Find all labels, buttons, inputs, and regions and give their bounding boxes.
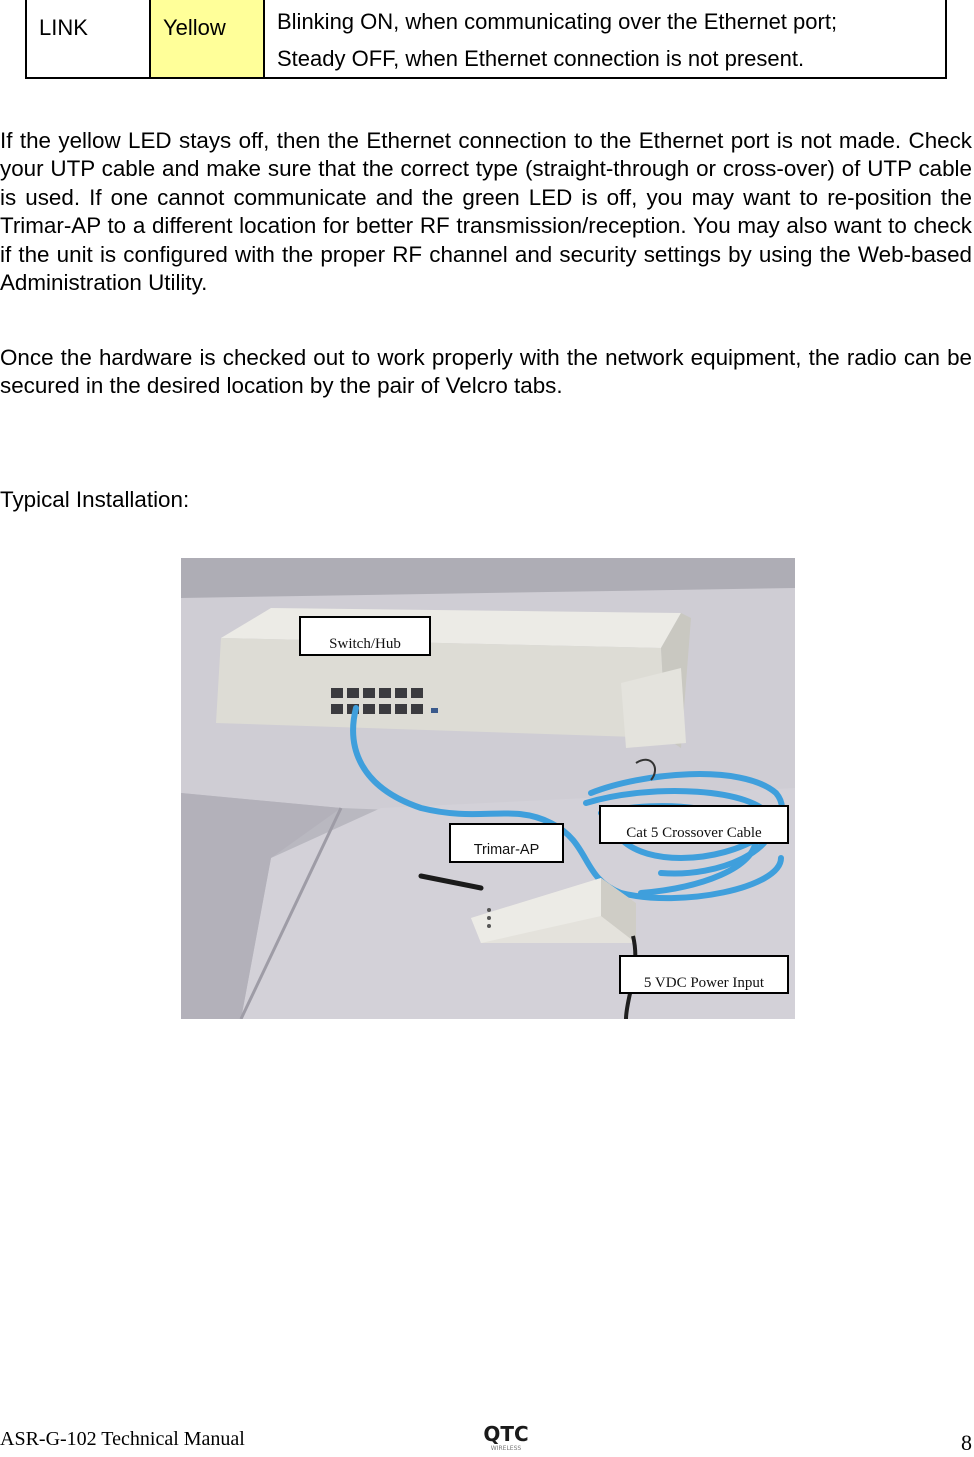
logo-subtext: WIRELESS — [490, 1445, 522, 1452]
logo-mark: QTC — [483, 1422, 529, 1446]
led-description-line: Blinking ON, when communicating over the Ethernet port; — [277, 9, 838, 34]
switch-front — [216, 638, 666, 738]
trimar-ap-callout: Trimar-AP — [449, 823, 564, 863]
led-description-cell — [265, 0, 945, 77]
switch-hub-callout: Switch/Hub — [299, 616, 431, 656]
led-description-line: Steady OFF, when Ethernet connection is not present. — [277, 46, 805, 71]
led-color-cell: Yellow — [151, 0, 265, 77]
otc-wireless-logo — [476, 1422, 536, 1452]
power-input-callout: 5 VDC Power Input — [619, 955, 789, 994]
led-status-table — [25, 0, 947, 79]
troubleshooting-paragraph: If the yellow LED stays off, then the Ethernet connection to the Ethernet port is not made. Check your UTP cable and make sure that the correct type (straight-through or cross-over) of UTP cable is used. If one cannot communicate and the green LED is off, you may want to re-position the Trimar-AP to a different location for better RF transmission/reception. You may also want to check if the unit is configured with the proper RF channel and security settings by using the Web-based Administration Utility. — [0, 128, 972, 296]
typical-installation-heading: Typical Installation: — [0, 487, 190, 512]
page-number: 8 — [961, 1430, 972, 1455]
installation-photo — [181, 558, 795, 1019]
installation-illustration — [181, 558, 795, 1019]
crossover-cable-callout: Cat 5 Crossover Cable — [599, 805, 789, 844]
footer-manual-title: ASR-G-102 Technical Manual — [0, 1428, 245, 1450]
mounting-paragraph: Once the hardware is checked out to work properly with the network equipment, the radio can be secured in the desired location by the pair of Velcro tabs. — [0, 345, 972, 399]
led-name-cell: LINK — [27, 0, 151, 77]
